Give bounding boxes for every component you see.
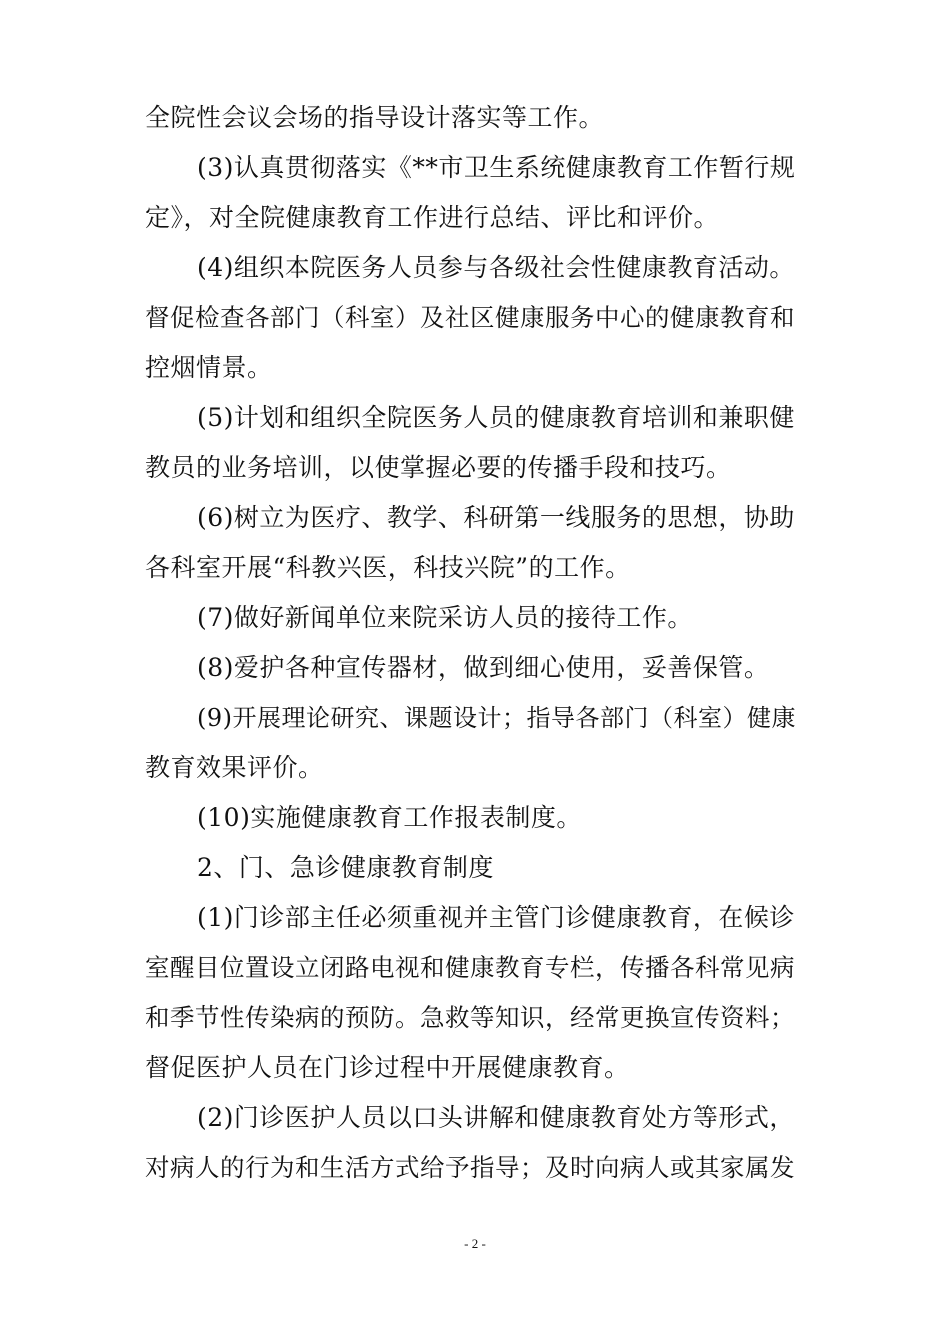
text-line: (3)认真贯彻落实《**市卫生系统健康教育工作暂行规: [197, 153, 796, 182]
text-line: (7)做好新闻单位来院采访人员的接待工作。: [197, 603, 693, 632]
text-line: 室醒目位置设立闭路电视和健康教育专栏，传播各科常见病: [145, 953, 795, 982]
text-line: 督促检查各部门（科室）及社区健康服务中心的健康教育和: [145, 303, 795, 332]
text-line: (4)组织本院医务人员参与各级社会性健康教育活动。: [197, 253, 795, 282]
text-line: (2)门诊医护人员以口头讲解和健康教育处方等形式，: [197, 1103, 795, 1132]
text-line: 和季节性传染病的预防。急救等知识，经常更换宣传资料；: [145, 1003, 795, 1032]
text-line: 定》，对全院健康教育工作进行总结、评比和评价。: [145, 203, 720, 232]
text-line: 教育效果评价。: [145, 753, 324, 782]
text-line: (8)爱护各种宣传器材，做到细心使用，妥善保管。: [197, 653, 770, 682]
section-heading: 2、门、急诊健康教育制度: [197, 853, 494, 882]
text-line: 各科室开展“科教兴医，科技兴院”的工作。: [145, 553, 631, 582]
text-line: 督促医护人员在门诊过程中开展健康教育。: [145, 1053, 630, 1082]
text-line: 教员的业务培训，以使掌握必要的传播手段和技巧。: [145, 453, 732, 482]
text-line: (6)树立为医疗、教学、科研第一线服务的思想，协助: [197, 503, 795, 532]
text-line: 对病人的行为和生活方式给予指导；及时向病人或其家属发: [145, 1153, 795, 1182]
text-line: (1)门诊部主任必须重视并主管门诊健康教育，在候诊: [197, 903, 795, 932]
text-line: 控烟情景。: [145, 353, 273, 382]
page-number: - 2 -: [464, 1236, 486, 1251]
text-line: (10)实施健康教育工作报表制度。: [197, 803, 582, 832]
text-line: 全院性会议会场的指导设计落实等工作。: [145, 103, 605, 132]
text-line: (5)计划和组织全院医务人员的健康教育培训和兼职健: [197, 403, 795, 432]
text-line: (9)开展理论研究、课题设计；指导各部门（科室）健康: [197, 704, 796, 732]
